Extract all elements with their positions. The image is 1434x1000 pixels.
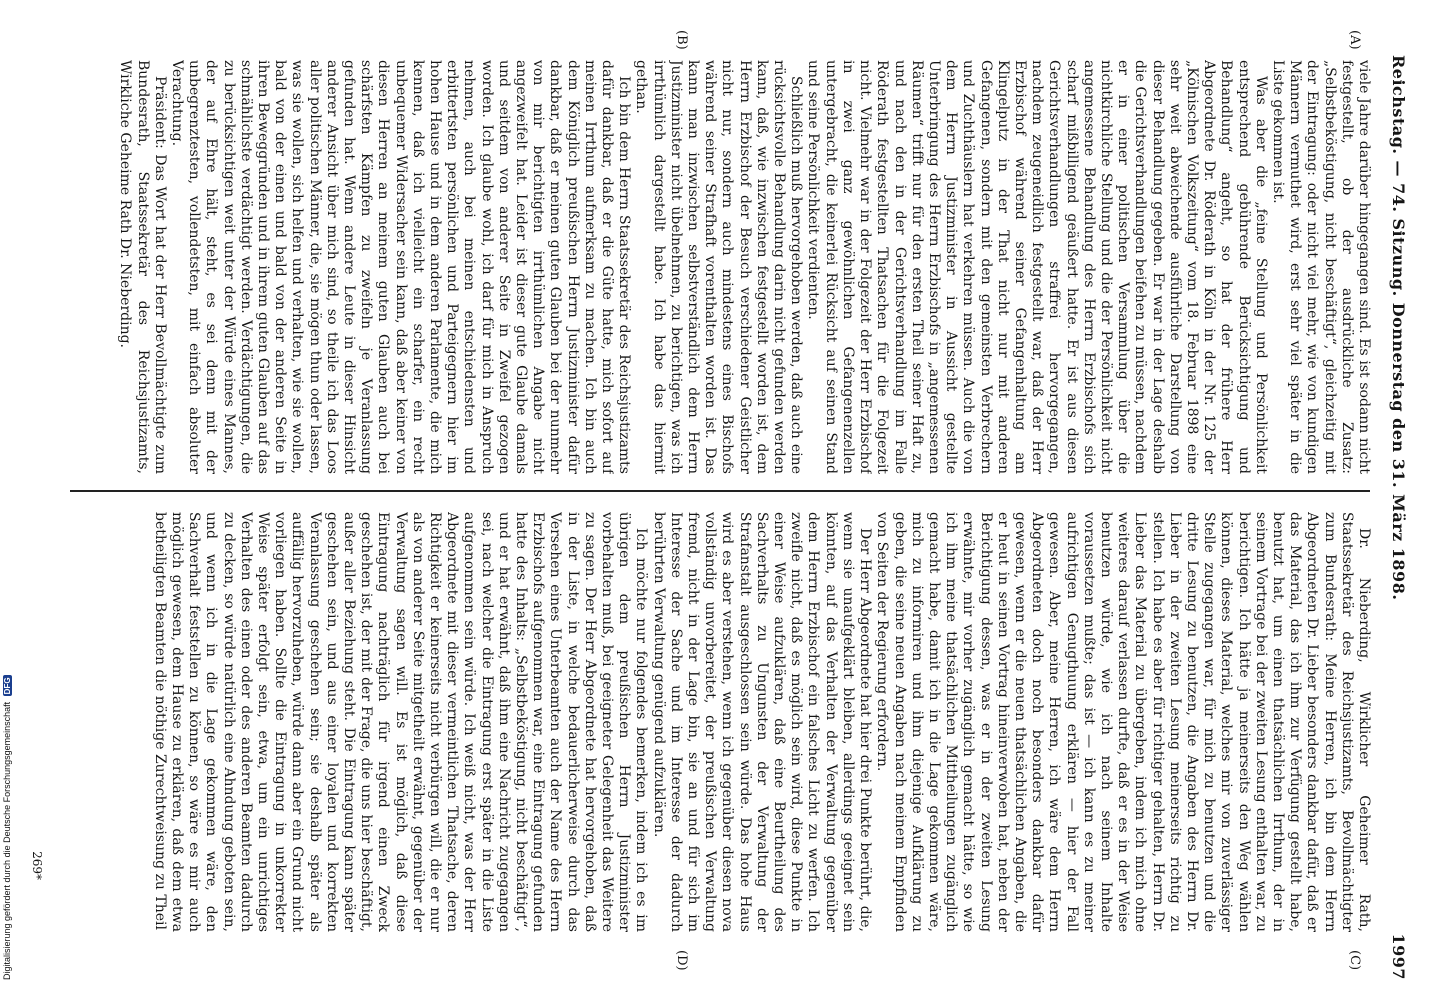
digitization-credit — [2, 675, 12, 980]
margin-letter-d: (D) — [674, 950, 689, 971]
running-head: Reichstag. — 74. Sitzung. Donnerstag den 31. März 1898. — [1389, 55, 1408, 601]
paragraph: Ich bin dem Herrn Staatssekretär des Reichsjustizamts dafür dankbar, daß er die Güte hatte, mich sofort auf meinen Irrthum aufmerksam zu machen. Ich bin auch dem Königlich preußischen Herrn Justizminister dafür dankbar, daß er meinen guten Glauben bei der nunmehr von mir berichtigten irrthümlichen Angabe nicht angezweifelt hat. Leider ist dieser gute Glaube damals und seitdem von anderer Seite in Zweifel gezogen worden. Ich glaube wohl, ich darf für mich in Anspruch nehmen, auch bei meinen entschiedensten und erbittertsten persönlichen und Parteigegnern hier im hohen Hause und in dem anderen Parlamente, die mich kennen, daß ich vielleicht ein scharfer, ein recht unbequemer Widersacher sein kann, daß aber keiner von diesen Herren an meinem guten Glauben auch bei schärfsten Kämpfen zu zweifeln je Veranlassung gefunden hat. Wenn andere Leute in dieser Hinsicht anderer Ansicht über mich sind, so theile ich das Loos aller politischen Männer, die, sie mögen thun oder lassen, was sie wollen, sich helfen und verhalten, wie sie wollen, bald von der einen und bald von der anderen Seite in ihren Beweggründen und in ihrem guten Glauben auf das schmählichste verdächtigt werden. Verdächtigungen, die zu berücksichtigen weit unter der Würde eines Mannes, der auf Ehre hält, steht, es sei denn mit der unbegrenztesten, vollendetsten, mit einfach absoluter Verachtung. — [168, 60, 633, 474]
paragraph: Der Herr Abgeordnete hat hier drei Punkte berührt, die, wenn sie unaufgeklärt bleiben, allerdings geeignet sein könnten, auf das Verhalten der Verwaltung gegenüber dem Herrn Erzbischof ein falsches Licht zu werfen. Ich zweifle nicht, daß es möglich sein wird, diese Punkte in einer Weise aufzuklären, daß eine Beurtheilung des Sachverhalts zu Ungunsten der Verwaltung der Strafanstalt ausgeschlossen sein würde. Das hohe Haus wird es aber verstehen, wenn ich gegenüber diesen nova vollständig unvorbereitet, der preußischen Verwaltung fremd, nicht in der Lage bin, sie an und für sich im Interesse der Sache und im Interesse der dadurch berührten Verwaltung genügend aufzuklären. — [650, 512, 874, 932]
paragraph: Präsident: Das Wort hat der Herr Bevollmächtigte zum Bundesrath, Staatssekretär des Reichsjustizamts, Wirkliche Geheime Rath Dr. Nieberding. — [117, 60, 168, 474]
paragraph: Ich möchte nur folgendes bemerken, indem ich es im übrigen dem preußischen Herrn Justizminister vorbehalten muß, bei geeigneter Gelegenheit das Weitere zu sagen. Der Herr Abgeordnete hat hervorgehoben, daß in der Liste, in welche bedauerlicherweise durch das Versehen eines Unterbeamten auch der Name des Herrn Erzbischofs aufgenommen war, eine Eintragung gefunden hatte des Inhalts: „Selbstbeköstigung, nicht beschäftigt“, und er hat erwähnt, daß ihm eine Nachricht zugegangen sei, nach welcher die Eintragung erst später in die Liste aufgenommen sein würde. Ich weiß nicht, was der Herr Abgeordnete mit dieser vermeintlichen Thatsache, deren Richtigkeit er keinerseits nicht verbürgen will, die er nur als von anderer Seite mitgetheilt erwähnt, gegenüber der Verwaltung sagen will. Es ist möglich, daß diese Eintragung nachträglich für irgend einen Zweck geschehen ist, der mit der Frage, die uns hier beschäftigt, außer aller Beziehung steht. Die Eintragung kann später geschehen sein, und aus einer loyalen und korrekten Veranlassung geschehen sein; sie deshalb später als auffällig hervorzuheben, würde dann aber ein Grund nicht vorliegen haben. Sollte die Eintragung in unkorrekter Weise später erfolgt sein, etwa, um ein unrichtiges Verhalten des einen oder des anderen Beamten dadurch zu decken, so würde natürlich eine Ahndung geboten sein, und wenn ich in die Lage gekommen wäre, den Sachverhalt feststellen zu können, so wäre es mir auch möglich gewesen, dem Hause zu erklären, daß dem etwa betheiligten Beamten die nöthige Zurechtweisung zu Theil — [151, 512, 650, 932]
margin-letter-c: (C) — [1347, 950, 1362, 971]
margin-letter-a: (A) — [1347, 30, 1362, 50]
signature-mark: 269* — [30, 851, 44, 880]
paragraph: Schließlich muß hervorgehoben werden, daß auch eine rücksichtsvolle Behandlung darin nicht gefunden werden kann, daß, wie inzwischen festgestellt worden ist, dem Herrn Erzbischof der Besuch verschiedener Geistlicher nicht nur, sondern auch mindestens eines Bischofs während seiner Strafhaft vorenthalten worden ist. Das kann man inzwischen selbstverständlich dem Herrn Justizminister nicht übelnehmen, zu berichtigen, was ich irrthümlich dargestellt habe. Ich habe das hiermit gethan. — [633, 60, 805, 474]
paragraph: Dr. Nieberding, Wirklicher Geheimer Rath, Staatssekretär des Reichsjustizamts, Bevollmächtigter zum Bundesrath: Meine Herren, ich bin dem Herrn Abgeordneten Dr. Lieber besonders dankbar dafür, daß er das Material, das ich ihm zur Verfügung gestellt habe, benutzt hat, um einen thatsächlichen Irrthum, der in seinem Vortrage bei der zweiten Lesung enthalten war, zu berichtigen. Ich hätte ja meinerseits den Weg wählen können, dieses Material, welches mir von zuverlässiger Stelle zugegangen war, für mich zu benutzen und die dritte Lesung zu benutzen, die Angaben des Herrn Dr. Lieber in der zweiten Lesung meinerseits richtig zu stellen. Ich habe es aber für richtiger gehalten, Herrn Dr. Lieber das Material zu übergeben, indem ich mich ohne weiteres darauf verlassen durfte, daß er es in der Weise benutzen würde, wie ich nach seinem Inhalte voraussetzen mußte; das ist — ich kann es zu meiner aufrichtigen Genugthuung erklären — hier der Fall gewesen. Aber, meine Herren, ich wäre dem Herrn Abgeordneten doch noch besonders dankbar dafür gewesen, wenn er die neuen thatsächlichen Angaben, die er heut in seinen Vortrag hineinverwoben hat, neben der Berichtigung dessen, was er in der zweiten Lesung erwähnte, mir vorher zugänglich gemacht hätte, so wie ich ihm meine thatsächlichen Mittheilungen zugänglich gemacht habe, damit ich in die Lage gekommen wäre, mich zu informiren und ihm diejenige Aufklärung zu geben, die seine neuen Angaben nach meinem Empfinden von Seiten der Regierung erfordern. — [874, 512, 1372, 932]
paragraph: viele Jahre darüber hingegangen sind. Es ist sodann nicht festgestellt, ob der ausdrückliche Zusatz: „Selbstbeköstigung, nicht beschäftigt“, gleichzeitig mit der Eintragung: oder nicht viel mehr, wie von kundigen Männern vermuthet wird, erst sehr viel später in die Liste gekommen ist. — [1269, 60, 1372, 474]
margin-letter-b: (B) — [674, 30, 689, 50]
page-number: 1997 — [1389, 933, 1408, 980]
paragraph: Was aber die „feine Stellung und Persönlichkeit entsprechend gebührende Berücksichtigung und Behandlung“ angeht, so hat der frühere Herr Abgeordnete Dr. Röderath in Köln in der Nr. 125 der „Kölnischen Volkszeitung“ vom 18. Februar 1898 eine sehr weit abweichende ausführliche Darstellung von dieser Behandlung gegeben. Er war in der Lage deshalb die Gerichtsverhandlungen beifehen zu müssen, nachdem er in einer politischen Versammlung über die nichtkirchliche Stellung und die der Persönlichkeit nicht angemessene Behandlung des Herrn Erzbischofs sich scharf mißbilligend geäußert hatte. Er ist aus diesen Gerichtsverhandlungen straffrei hervorgegangen, nachdem zeugeneidlich festgestellt war, daß der Herr Erzbischof während seiner Gefangenhaltung am Klingelputz in der That nicht nur mit anderen Gefangenen, sondern mit den gemeinsten Verbrechern und Zuchthäuslern hat verkehren müssen. Auch die von dem Herrn Justizminister in Aussicht gestellte Unterbringung des Herrn Erzbischofs in „angemessenen Räumen“ trifft nur für den ersten Theil seiner Haft zu, und nach den in der Gerichtsverhandlung im Falle Röderath festgestellten Thatsachen für die Folgezeit nicht. Vielmehr war in der Folgezeit der Herr Erzbischof in zwei ganz gewöhnlichen Gefangenenzellen untergebracht, die keinerlei Rücksicht auf seinen Stand und seine Persönlichkeit verdienten. — [805, 60, 1269, 474]
credit-text: Digitalisierung gefördert durch die Deutsche Forschungsgemeinschaft — [2, 701, 12, 980]
dfg-logo: DFG — [3, 677, 12, 695]
